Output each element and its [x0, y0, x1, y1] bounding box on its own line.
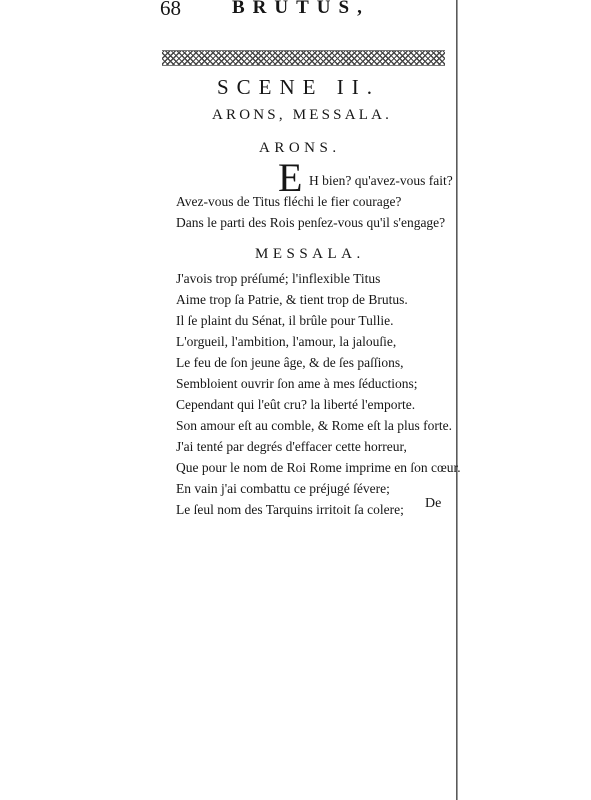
verse-line: J'ai tenté par degrés d'effacer cette horreur, — [176, 439, 407, 454]
verse-line: Il ſe plaint du Sénat, il brûle pour Tullie. — [176, 313, 394, 328]
verse-line: Cependant qui l'eût cru? la liberté l'emporte. — [176, 397, 416, 412]
page-edge — [456, 0, 458, 800]
ornamental-band — [162, 50, 445, 66]
verse-line: En vain j'ai combattu ce préjugé ſévere; — [176, 481, 390, 496]
speaker-arons: ARONS. — [259, 140, 341, 156]
drop-cap: E — [278, 155, 303, 200]
verse-line: Sembloient ouvrir ſon ame à mes ſéductions; — [176, 376, 418, 391]
running-title: BRUTUS, — [232, 0, 370, 18]
speaker-messala: MESSALA. — [255, 246, 365, 262]
catchword: De — [425, 496, 442, 511]
verse-line: Que pour le nom de Roi Rome imprime en ſon cœur. — [176, 460, 461, 475]
verse-line: Aime trop ſa Patrie, & tient trop de Brutus. — [176, 292, 408, 307]
scene-title: SCENE II. — [217, 75, 380, 99]
verse-line: Son amour eſt au comble, & Rome eſt la plus forte. — [176, 418, 452, 433]
verse-line: Dans le parti des Rois penſez-vous qu'il s'engage? — [176, 215, 446, 230]
verse-line: H bien? qu'avez-vous fait? — [309, 173, 453, 188]
scene-characters: ARONS, MESSALA. — [212, 107, 393, 123]
verse-line: L'orgueil, l'ambition, l'amour, la jalouſie, — [176, 334, 397, 349]
page-number: 68 — [160, 0, 181, 20]
verse-line: J'avois trop préſumé; l'inflexible Titus — [176, 271, 381, 286]
verse-line: Le ſeul nom des Tarquins irritoit ſa colere; — [176, 502, 404, 517]
verse-line: Le feu de ſon jeune âge, & de ſes paſſions, — [176, 355, 404, 370]
verse-line: Avez-vous de Titus fléchi le fier courage? — [176, 194, 402, 209]
